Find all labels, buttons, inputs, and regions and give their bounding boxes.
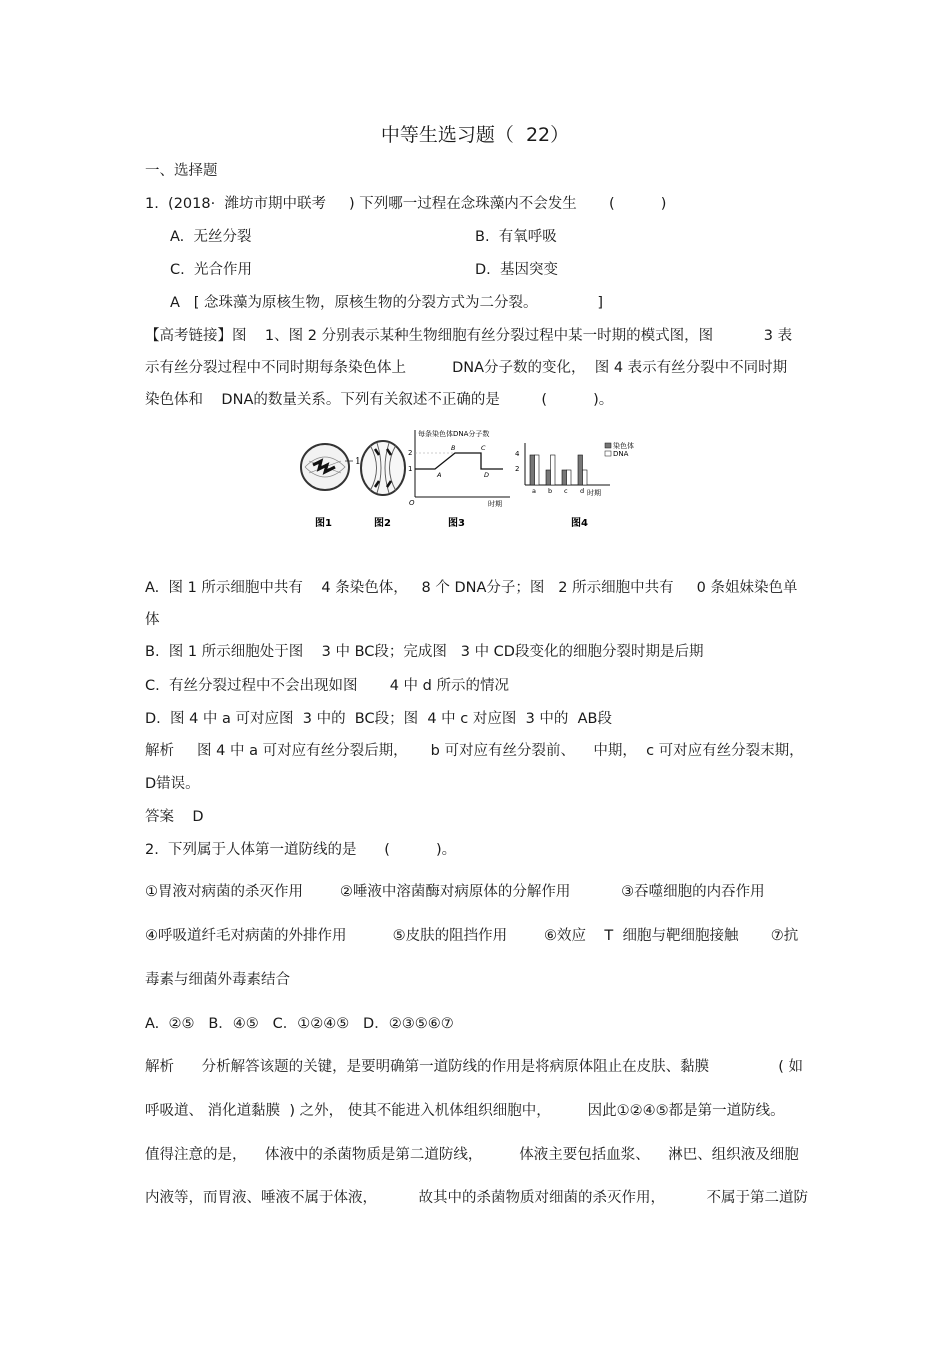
- caption-fig1: 图1: [315, 518, 332, 529]
- fig4-legend-dna: DNA: [613, 450, 629, 458]
- analysis-2-line3: 值得注意的是， 体液中的杀菌物质是第二道防线， 体液主要包括血浆、 淋巴、组织液及细胞: [145, 1147, 799, 1163]
- q1-option-d: D. 基因突变: [475, 262, 558, 278]
- page-title: 中等生选习题（ 22）: [380, 124, 570, 146]
- link-line-2: 示有丝分裂过程中不同时期每条染色体上 DNA分子数的变化， 图 4 表示有丝分裂中不同时期: [145, 360, 788, 376]
- analysis-2-line4: 内液等，而胃液、唾液不属于体液， 故其中的杀菌物质对细菌的杀灭作用， 不属于第二道防: [145, 1190, 808, 1206]
- question-1-stem: 1. (2018· 潍坊市期中联考 ) 下列哪一过程在念珠藻内不会发生 ( ): [145, 196, 667, 212]
- q1-answer-note: A [ 念珠藻为原核生物，原核生物的分裂方式为二分裂。 ]: [170, 295, 604, 311]
- fig4-ytick-2: 2: [515, 465, 520, 473]
- fig4-legend-chromosome: 染色体: [613, 442, 634, 450]
- fig4-category-b: b: [548, 487, 553, 495]
- q2-item-line1: ①胃液对病菌的杀灭作用 ②唾液中溶菌酶对病原体的分解作用 ③吞噬细胞的内吞作用: [145, 884, 765, 900]
- q1-option-b: B. 有氧呼吸: [475, 229, 557, 245]
- fig3-line: [415, 453, 503, 469]
- fig4-bar-b-chromosome: [546, 470, 551, 485]
- fig4-category-d: d: [580, 487, 585, 495]
- q1-option-a: A. 无丝分裂: [170, 229, 252, 245]
- fig4-bar-a-dna: [535, 455, 540, 485]
- fig3-origin: O: [409, 499, 415, 507]
- fig4-category-a: a: [532, 487, 536, 495]
- q2-item-line3: 毒素与细菌外毒素结合: [145, 972, 290, 988]
- analysis-2-line1: 解析 分析解答该题的关键，是要明确第一道防线的作用是将病原体阻止在皮肤、黏膜 ( 如: [145, 1059, 804, 1075]
- fig4-bar-b-dna: [551, 455, 556, 485]
- link-line-3: 染色体和 DNA的数量关系。下列有关叙述不正确的是 ( )。: [145, 392, 614, 408]
- analysis-2-line2: 呼吸道、 消化道黏膜 ) 之外， 使其不能进入机体组织细胞中， 因此①②④⑤都是第一道防线。: [145, 1103, 785, 1119]
- fig3-chart: [408, 429, 510, 508]
- caption-fig3: 图3: [448, 518, 465, 529]
- q1-choice-d: D. 图 4 中 a 可对应图 3 中的 BC段；图 4 中 c 对应图 3 中的 AB段: [145, 711, 613, 727]
- fig3-xlabel: 时期: [488, 500, 502, 508]
- q1-choice-c: C. 有丝分裂过程中不会出现如图 4 中 d 所示的情况: [145, 678, 509, 694]
- section-heading: 一、选择题: [145, 163, 218, 179]
- figure-panel: [295, 425, 665, 545]
- fig4-bar-d-chromosome: [578, 455, 583, 485]
- q1-choice-b: B. 图 1 所示细胞处于图 3 中 BC段；完成图 3 中 CD段变化的细胞分裂时期是后期: [145, 644, 704, 660]
- fig3-ylabel: 每条染色体DNA分子数: [418, 430, 490, 438]
- fig4-bar-a-chromosome: [530, 455, 535, 485]
- caption-fig2: 图2: [374, 518, 391, 529]
- fig3-ytick-2: 2: [408, 449, 413, 457]
- fig4-bar-c-dna: [567, 470, 572, 485]
- q1-choice-a-line2: 体: [145, 612, 160, 628]
- fig4-ytick-4: 4: [515, 450, 520, 458]
- fig4-bar-c-chromosome: [562, 470, 567, 485]
- fig4-category-c: c: [564, 487, 568, 495]
- fig3-point-c: C: [481, 444, 486, 452]
- fig3-point-a: A: [437, 471, 442, 479]
- fig1-label: 1: [355, 457, 361, 467]
- answer-1: 答案 D: [145, 809, 204, 825]
- fig3-ytick-1: 1: [408, 465, 413, 473]
- analysis-1-line2: D错误。: [145, 776, 200, 792]
- analysis-1-line1: 解析 图 4 中 a 可对应有丝分裂后期， b 可对应有丝分裂前、 中期， c 可对应有丝分裂末期，: [145, 743, 804, 759]
- q2-options: A. ②⑤ B．④⑤ C．①②④⑤ D．②③⑤⑥⑦: [145, 1016, 454, 1032]
- fig3-point-b: B: [451, 444, 456, 452]
- q2-item-line2: ④呼吸道纤毛对病菌的外排作用 ⑤皮肤的阻挡作用 ⑥效应 T 细胞与靶细胞接触 ⑦抗: [145, 928, 799, 944]
- q1-choice-a-line1: A. 图 1 所示细胞中共有 4 条染色体， 8 个 DNA分子；图 2 所示细胞中共有 0 条姐妹染色单: [145, 580, 798, 596]
- caption-fig4: 图4: [571, 518, 588, 529]
- fig4-xlabel: 时期: [587, 489, 601, 497]
- fig3-point-d: D: [484, 471, 490, 479]
- fig2-cell-diagram: [361, 441, 405, 495]
- q1-option-c: C. 光合作用: [170, 262, 252, 278]
- link-line-1: 【高考链接】图 1、图 2 分别表示某种生物细胞有丝分裂过程中某一时期的模式图，图 3 表: [145, 328, 793, 344]
- question-2-stem: 2. 下列属于人体第一道防线的是 ( )。: [145, 842, 457, 858]
- fig4-bar-d-dna: [583, 470, 588, 485]
- fig1-cell-diagram: [301, 444, 361, 490]
- fig4-chart: [515, 441, 634, 497]
